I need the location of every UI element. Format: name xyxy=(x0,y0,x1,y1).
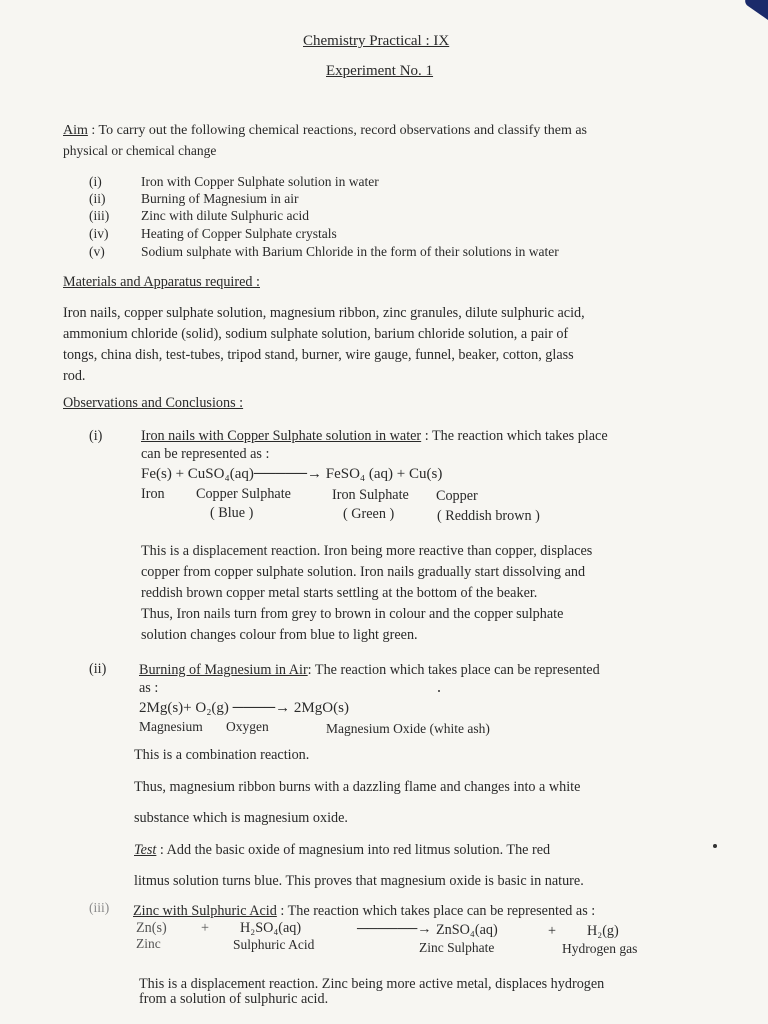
aim-line-2: physical or chemical change xyxy=(63,143,217,158)
page-title: Chemistry Practical : IX xyxy=(303,33,450,49)
section-1-number: (i) xyxy=(89,428,103,444)
stray-mark xyxy=(438,690,440,692)
eq-label-sulphuric-acid: Sulphuric Acid xyxy=(233,937,315,952)
materials-line: ammonium chloride (solid), sodium sulphate solution, barium chloride solution, a pair of xyxy=(63,326,569,342)
section-2-title-line xyxy=(139,662,600,679)
paragraph-line: This is a displacement reaction. Iron being more reactive than copper, displaces xyxy=(141,543,593,559)
test-label: Test xyxy=(134,842,157,858)
section-1-title-line xyxy=(141,428,608,445)
aim-line-1 xyxy=(63,123,587,139)
section-3-title-line xyxy=(133,903,595,920)
paragraph-line: Thus, Iron nails turn from grey to brown in colour and the copper sulphate xyxy=(141,606,564,622)
aim-item-num: (iv) xyxy=(89,226,109,241)
eq-label-iron: Iron xyxy=(141,486,165,502)
eq-label-zinc-sulphate: Zinc Sulphate xyxy=(419,940,495,955)
eq-label-copper-sulphate: Copper Sulphate xyxy=(196,486,291,502)
section-2-line-2: as : xyxy=(139,680,159,696)
eq-sulphuric-acid: H₂SO₄(aq) xyxy=(240,920,302,936)
section-2-title-rest: : The reaction which takes place can be represented xyxy=(307,662,600,678)
eq-label-iron-sulphate: Iron Sulphate xyxy=(332,487,409,503)
aim-item-num: (v) xyxy=(89,244,105,259)
aim-item-text: Sodium sulphate with Barium Chloride in the form of their solutions in water xyxy=(141,244,559,259)
aim-item-num: (iii) xyxy=(89,208,110,223)
materials-line: rod. xyxy=(63,368,86,384)
eq-zinc-sulphate: ZnSO₄(aq) xyxy=(436,922,498,938)
experiment-number: Experiment No. 1 xyxy=(326,63,434,79)
section-3-title: Zinc with Sulphuric Acid xyxy=(133,903,277,919)
section-3-paragraph-line-2: from a solution of sulphuric acid. xyxy=(139,991,329,1007)
eq-plus: + xyxy=(548,923,557,939)
aim-text: : To carry out the following chemical reactions, record observations and classify them as xyxy=(91,123,587,138)
eq-label-hydrogen-gas: Hydrogen gas xyxy=(562,941,638,956)
eq-plus: + xyxy=(201,920,210,936)
aim-item-num: (i) xyxy=(89,174,102,189)
section-2-combination: This is a combination reaction. xyxy=(134,747,310,763)
section-2-test-line-1 xyxy=(134,842,550,859)
section-1-paragraph xyxy=(141,541,708,646)
stray-mark xyxy=(713,844,717,848)
materials-heading: Materials and Apparatus required : xyxy=(63,274,260,290)
page-corner-mark xyxy=(743,0,768,24)
paragraph-line: solution changes colour from blue to light green. xyxy=(141,627,418,643)
section-2-thus-line-2: substance which is magnesium oxide. xyxy=(134,810,348,826)
eq-hydrogen: H₂(g) xyxy=(587,923,619,939)
eq-arrow: ──────→ xyxy=(357,921,432,937)
section-3-title-rest: : The reaction which takes place can be represented as : xyxy=(276,903,596,919)
paragraph-line: copper from copper sulphate solution. Iron nails gradually start dissolving and xyxy=(141,564,586,580)
aim-item-text: Iron with Copper Sulphate solution in water xyxy=(141,174,379,189)
materials-line: Iron nails, copper sulphate solution, magnesium ribbon, zinc granules, dilute sulphuric acid, xyxy=(63,305,585,321)
section-2-test-line-2: litmus solution turns blue. This proves that magnesium oxide is basic in nature. xyxy=(134,873,584,889)
section-1-equation: Fe(s) + CuSO₄(aq)─────→ FeSO₄ (aq) + Cu(s) xyxy=(141,466,443,482)
eq-color-green: ( Green ) xyxy=(343,506,395,522)
aim-label: Aim xyxy=(63,123,88,138)
aim-item-text: Zinc with dilute Sulphuric acid xyxy=(141,208,309,223)
section-2-equation: 2Mg(s)+ O₂(g) ────→ 2MgO(s) xyxy=(139,700,349,716)
materials-line: tongs, china dish, test-tubes, tripod stand, burner, wire gauge, funnel, beaker, cotton, glass xyxy=(63,347,574,363)
section-3-paragraph-line-1: This is a displacement reaction. Zinc being more active metal, displaces hydrogen xyxy=(139,976,605,992)
section-1-title: Iron nails with Copper Sulphate solution in water xyxy=(141,428,422,444)
eq-label-zinc: Zinc xyxy=(136,936,161,951)
test-text: : Add the basic oxide of magnesium into red litmus solution. The red xyxy=(159,842,551,858)
section-3-number: (iii) xyxy=(89,900,110,915)
aim-item-num: (ii) xyxy=(89,191,106,206)
eq-color-blue: ( Blue ) xyxy=(210,505,254,521)
aim-item-text: Heating of Copper Sulphate crystals xyxy=(141,226,337,241)
eq-label-oxygen: Oxygen xyxy=(226,719,269,734)
eq-label-copper: Copper xyxy=(436,488,478,504)
eq-label-magnesium: Magnesium xyxy=(139,719,203,734)
eq-label-magnesium-oxide: Magnesium Oxide (white ash) xyxy=(326,721,490,736)
paragraph-line: reddish brown copper metal starts settling at the bottom of the beaker. xyxy=(141,585,538,601)
observations-heading: Observations and Conclusions : xyxy=(63,395,244,411)
aim-item-text: Burning of Magnesium in air xyxy=(141,191,299,206)
materials-paragraph xyxy=(63,303,708,387)
section-2-number: (ii) xyxy=(89,661,107,677)
section-2-title: Burning of Magnesium in Air xyxy=(139,662,308,678)
section-2-thus-line-1: Thus, magnesium ribbon burns with a dazzling flame and changes into a white xyxy=(134,779,581,795)
section-1-line-2: can be represented as : xyxy=(141,446,270,462)
eq-color-reddish-brown: ( Reddish brown ) xyxy=(437,508,540,524)
eq-zinc: Zn(s) xyxy=(136,920,167,936)
section-1-title-rest: : The reaction which takes place xyxy=(421,428,608,444)
